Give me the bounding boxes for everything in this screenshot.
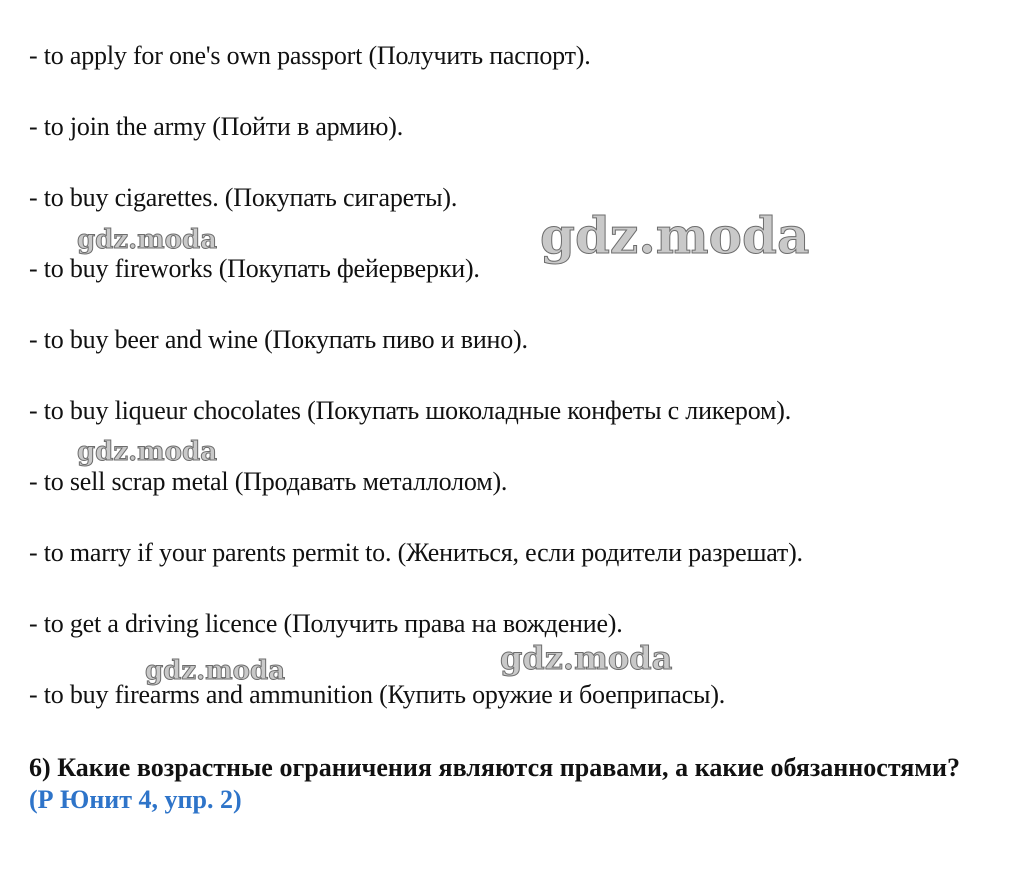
list-item-scrap-metal: - to sell scrap metal (Продавать металлолом). xyxy=(29,467,508,496)
list-item-cigarettes: - to buy cigarettes. (Покупать сигареты). xyxy=(29,183,458,212)
watermark-logo: gdz.moda xyxy=(77,437,218,467)
watermark-logo: gdz.moda xyxy=(145,656,286,686)
question-heading xyxy=(29,752,960,816)
watermark-logo: gdz.moda xyxy=(77,225,218,255)
watermark-logo: gdz.moda xyxy=(500,639,673,677)
question-reference: (Р Юнит 4, упр. 2) xyxy=(29,785,242,814)
watermark-logo: gdz.moda xyxy=(540,206,810,265)
list-item-driving-licence: - to get a driving licence (Получить права на вождение). xyxy=(29,609,623,638)
list-item-army: - to join the army (Пойти в армию). xyxy=(29,112,404,141)
list-item-beer-wine: - to buy beer and wine (Покупать пиво и вино). xyxy=(29,325,528,354)
list-item-fireworks: - to buy fireworks (Покупать фейерверки). xyxy=(29,254,480,283)
list-item-marry: - to marry if your parents permit to. (Жениться, если родители разрешат). xyxy=(29,538,803,567)
question-text: 6) Какие возрастные ограничения являются правами, а какие обязанностями? xyxy=(29,753,960,782)
list-item-passport: - to apply for one's own passport (Получить паспорт). xyxy=(29,41,591,70)
list-item-firearms: - to buy firearms and ammunition (Купить оружие и боеприпасы). xyxy=(29,680,726,709)
list-item-liqueur-chocolates: - to buy liqueur chocolates (Покупать шоколадные конфеты с ликером). xyxy=(29,396,792,425)
